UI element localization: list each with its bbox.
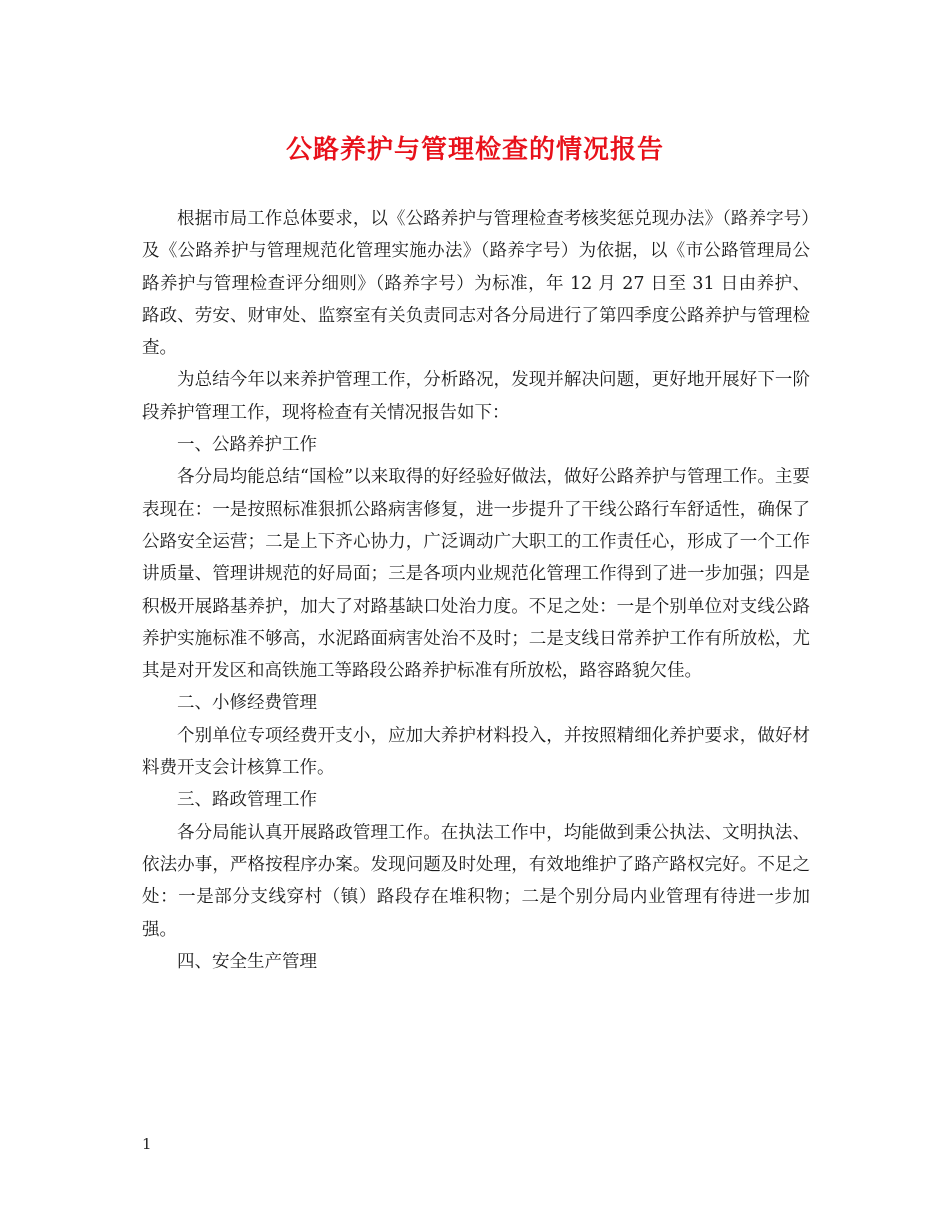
section-heading-1: 一、公路养护工作 <box>177 435 317 456</box>
page-number: 1 <box>142 1135 152 1153</box>
paragraph-section-2: 个别单位专项经费开支小，应加大养护材料投入，并按照精细化养护要求，做好材料费开支会计核算工作。 <box>142 725 810 779</box>
document-body <box>142 203 810 978</box>
page-title: 公路养护与管理检查的情况报告 <box>285 135 664 165</box>
paragraph-purpose: 为总结今年以来养护管理工作，分析路况，发现并解决问题，更好地开展好下一阶段养护管理工作，现将检查有关情况报告如下： <box>142 370 810 423</box>
paragraph-section-1: 各分局均能总结“国检”以来取得的好经验好做法，做好公路养护与管理工作。主要表现在：一是按照标准狠抓公路病害修复，进一步提升了干线公路行车舒适性，确保了公路安全运营；二是上下齐心协力，广泛调动广大职工的工作责任心，形成了一个工作讲质量、管理讲规范的好局面；三是各项内业规范化管理工作得到了进一步加强；四是积极开展路基养护，加大了对路基缺口处治力度。不足之处：一是个别单位对支线公路养护实施标准不够高，水泥路面病害处治不及时；二是支线日常养护工作有所放松，尤其是对开发区和高铁施工等路段公路养护标准有所放松，路容路貌欠佳。 <box>142 467 810 682</box>
section-heading-2: 二、小修经费管理 <box>177 693 317 714</box>
paragraph-section-3: 各分局能认真开展路政管理工作。在执法工作中，均能做到秉公执法、文明执法、依法办事，严格按程序办案。发现问题及时处理，有效地维护了路产路权完好。不足之处：一是部分支线穿村（镇）路段存在堆积物；二是个别分局内业管理有待进一步加强。 <box>142 822 810 940</box>
section-heading-4: 四、安全生产管理 <box>177 951 317 972</box>
section-heading-3: 三、路政管理工作 <box>177 790 317 811</box>
paragraph-intro: 根据市局工作总体要求，以《公路养护与管理检查考核奖惩兑现办法》（路养字号）及《公路养护与管理规范化管理实施办法》（路养字号）为依据，以《市公路管理局公路养护与管理检查评分细则》（路养字号）为标准，年 12 月 27 日至 31 日由养护、路政、劳安、财审处、监察室有关负责同志对各分局进行了第四季度公路养护与管理检查。 <box>142 209 810 359</box>
